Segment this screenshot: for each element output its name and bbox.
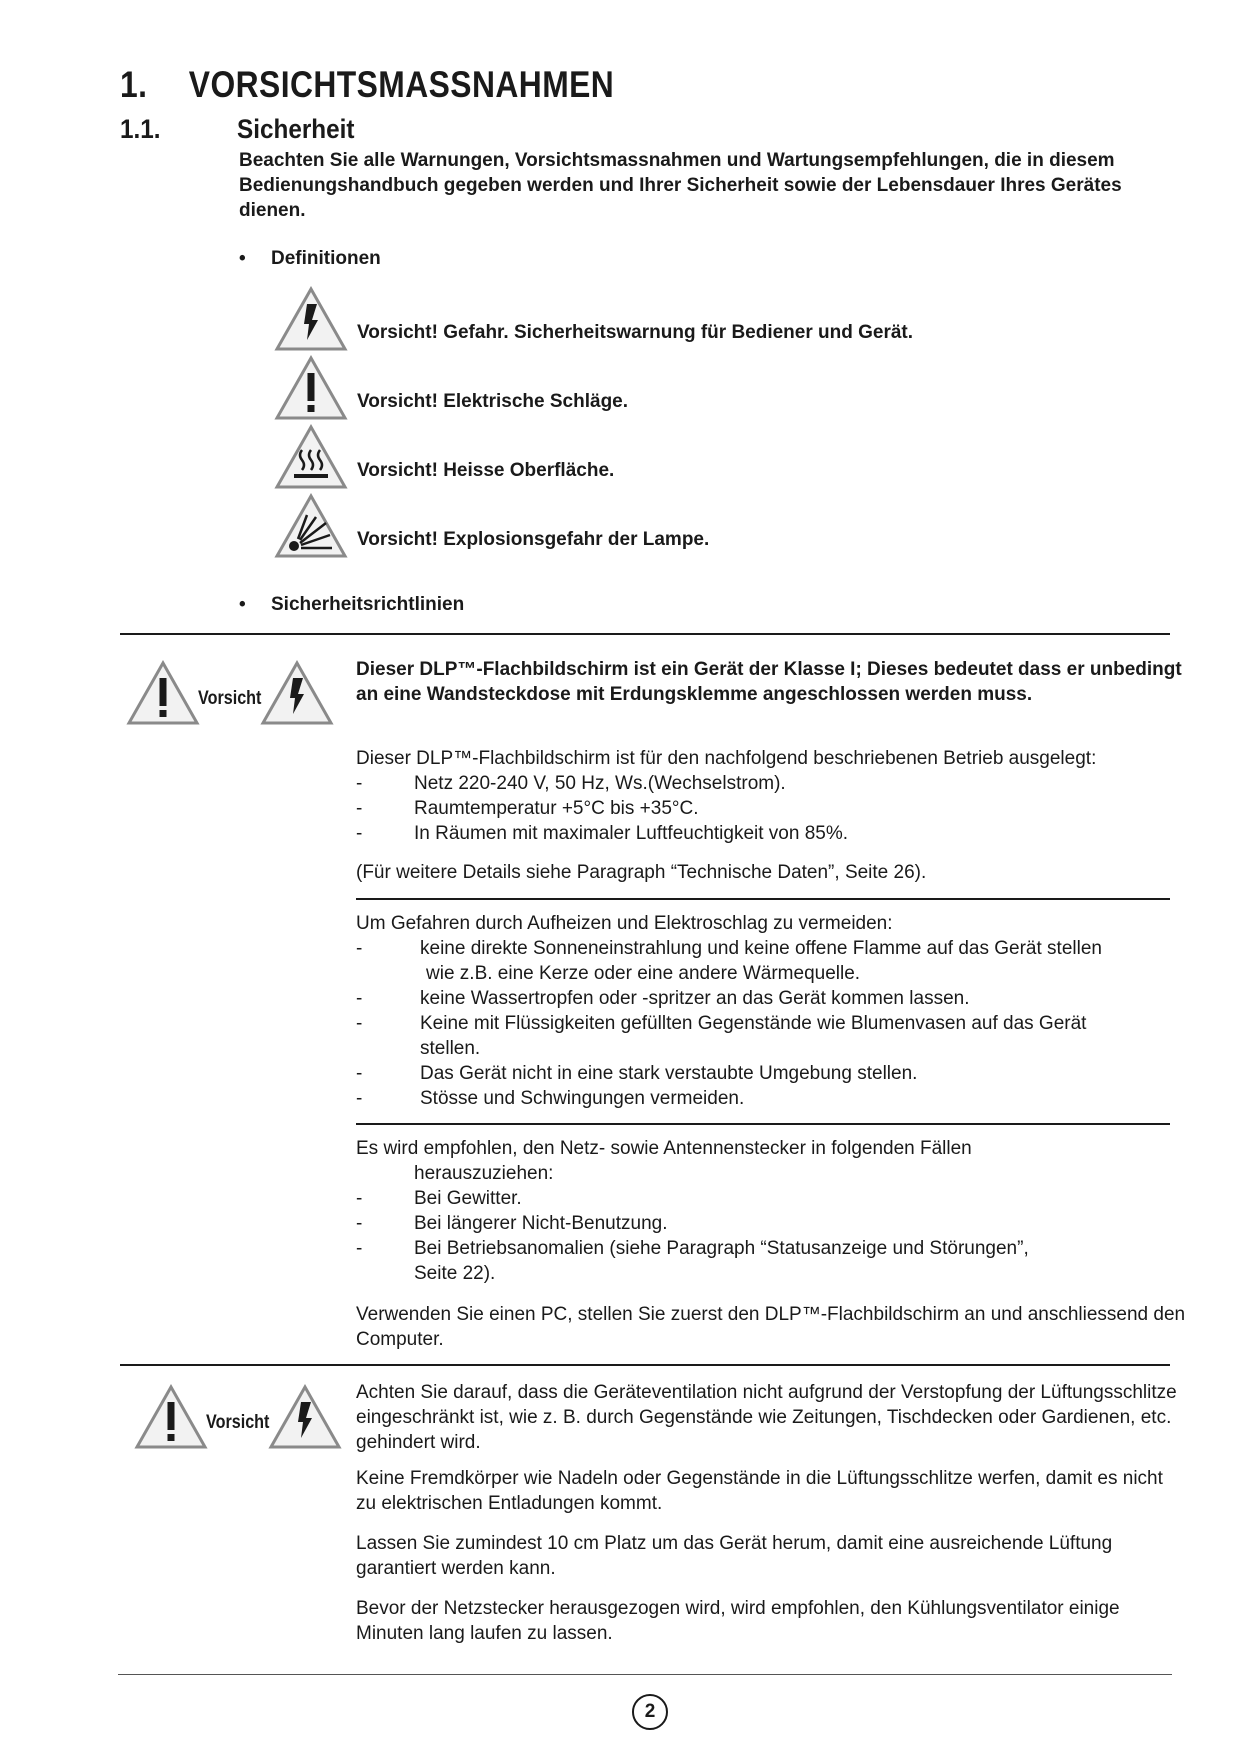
- caution-block: [134, 1384, 364, 1464]
- section-heading: [120, 114, 354, 145]
- list-item: - keine Wassertropfen oder -spritzer an das Gerät kommen lassen.: [356, 988, 970, 1009]
- operation-intro: Dieser DLP™-Flachbildschirm ist für den nachfolgend beschriebenen Betrieb ausgelegt:: [356, 748, 1097, 769]
- definition-row: [274, 424, 1074, 490]
- hazard-block: [356, 911, 1186, 1111]
- caution-label: Vorsicht: [206, 1412, 270, 1433]
- class-one-warning: Dieser DLP™-Flachbildschirm ist ein Gerät der Klasse I; Dieses bedeutet dass er unbedingt an eine Wandsteckdose mit Erdungsklemme angeschlossen werden muss.: [356, 659, 1182, 705]
- foreign-objects-paragraph: Keine Fremdkörper wie Nadeln oder Gegenstände in die Lüftungsschlitze werfen, damit es nicht zu elektrischen Entladungen kommt.: [356, 1468, 1163, 1514]
- bullet-guidelines-label: Sicherheitsrichtlinien: [271, 594, 465, 615]
- details-reference: (Für weitere Details siehe Paragraph “Technische Daten”, Seite 26).: [356, 862, 927, 883]
- definition-text: Vorsicht! Heisse Oberfläche.: [357, 460, 615, 481]
- exclamation-warning-icon: [134, 1384, 208, 1450]
- chapter-number: 1.: [120, 64, 148, 105]
- definition-row: [274, 286, 1074, 352]
- list-item: - In Räumen mit maximaler Luftfeuchtigkeit von 85%.: [356, 823, 849, 844]
- lightning-warning-icon: [274, 286, 348, 352]
- fan-paragraph: Bevor der Netzstecker herausgezogen wird, wird empfohlen, den Kühlungsventilator einige Minuten lang laufen zu lassen.: [356, 1598, 1120, 1644]
- caution-block: [126, 660, 356, 740]
- definition-text: Vorsicht! Gefahr. Sicherheitswarnung für Bediener und Gerät.: [357, 322, 914, 343]
- hot-surface-warning-icon: [274, 424, 348, 490]
- section-number: 1.1.: [120, 114, 161, 144]
- chapter-title: VORSICHTSMASSNAHMEN: [188, 64, 615, 105]
- definition-text: Vorsicht! Explosionsgefahr der Lampe.: [357, 529, 710, 550]
- page-number: 2: [632, 1694, 668, 1730]
- chapter-heading: [120, 64, 614, 106]
- divider: [356, 1123, 1170, 1125]
- bullet-guidelines: • Sicherheitsrichtlinien: [239, 594, 465, 615]
- list-item: - keine direkte Sonneneinstrahlung und keine offene Flamme auf das Gerät stellen: [356, 938, 1102, 959]
- operation-block: [356, 746, 1186, 846]
- divider: [120, 1364, 1170, 1366]
- list-item: - Bei Betriebsanomalien (siehe Paragraph “Statusanzeige und Störungen”,: [356, 1238, 1029, 1259]
- unplug-block: [356, 1136, 1186, 1286]
- pc-note: Verwenden Sie einen PC, stellen Sie zuerst den DLP™-Flachbildschirm an und anschliessend den Computer.: [356, 1304, 1186, 1350]
- clearance-paragraph: Lassen Sie zumindest 10 cm Platz um das Gerät herum, damit eine ausreichende Lüftung garantiert werden kann.: [356, 1533, 1113, 1579]
- footer-divider: [118, 1674, 1172, 1675]
- lightning-warning-icon: [268, 1384, 342, 1450]
- intro-paragraph: Beachten Sie alle Warnungen, Vorsichtsmassnahmen und Wartungsempfehlungen, die in diesem Bedienungshandbuch gegeben werden und Ihrer Sicherheit sowie der Lebensdauer Ihres Gerätes dienen.: [239, 150, 1122, 221]
- lightning-warning-icon: [260, 660, 334, 726]
- divider: [356, 898, 1170, 900]
- list-item-continuation: wie z.B. eine Kerze oder eine andere Wärmequelle.: [426, 963, 861, 984]
- exclamation-warning-icon: [274, 355, 348, 421]
- explosion-warning-icon: [274, 493, 348, 559]
- definition-text: Vorsicht! Elektrische Schläge.: [357, 391, 629, 412]
- unplug-intro: Es wird empfohlen, den Netz- sowie Antennenstecker in folgenden Fällen: [356, 1138, 972, 1159]
- definition-row: [274, 355, 1074, 421]
- definition-row: [274, 493, 1074, 559]
- list-item: - Das Gerät nicht in eine stark verstaubte Umgebung stellen.: [356, 1063, 918, 1084]
- ventilation-paragraph: Achten Sie darauf, dass die Geräteventilation nicht aufgrund der Verstopfung der Lüftungsschlitze eingeschränkt ist, wie z. B. durch Gegenstände wie Zeitungen, Tischdecken oder Gardienen, etc. gehindert wird.: [356, 1382, 1177, 1453]
- bullet-definitions: • Definitionen: [239, 248, 381, 269]
- list-item: - Stösse und Schwingungen vermeiden.: [356, 1088, 745, 1109]
- unplug-intro-continuation: herauszuziehen:: [414, 1163, 554, 1184]
- hazard-intro: Um Gefahren durch Aufheizen und Elektroschlag zu vermeiden:: [356, 913, 893, 934]
- bullet-definitions-label: Definitionen: [271, 248, 381, 269]
- list-item: - Raumtemperatur +5°C bis +35°C.: [356, 798, 699, 819]
- caution-label: Vorsicht: [198, 688, 262, 709]
- exclamation-warning-icon: [126, 660, 200, 726]
- list-item-continuation: Seite 22).: [414, 1263, 496, 1284]
- list-item: - Bei Gewitter.: [356, 1188, 522, 1209]
- list-item: - Keine mit Flüssigkeiten gefüllten Gegenstände wie Blumenvasen auf das Gerät: [356, 1013, 1087, 1034]
- section-title: Sicherheit: [237, 114, 355, 144]
- list-item: - Netz 220-240 V, 50 Hz, Ws.(Wechselstrom).: [356, 773, 786, 794]
- list-item: - Bei längerer Nicht-Benutzung.: [356, 1213, 668, 1234]
- list-item-continuation: stellen.: [420, 1038, 481, 1059]
- divider: [120, 633, 1170, 635]
